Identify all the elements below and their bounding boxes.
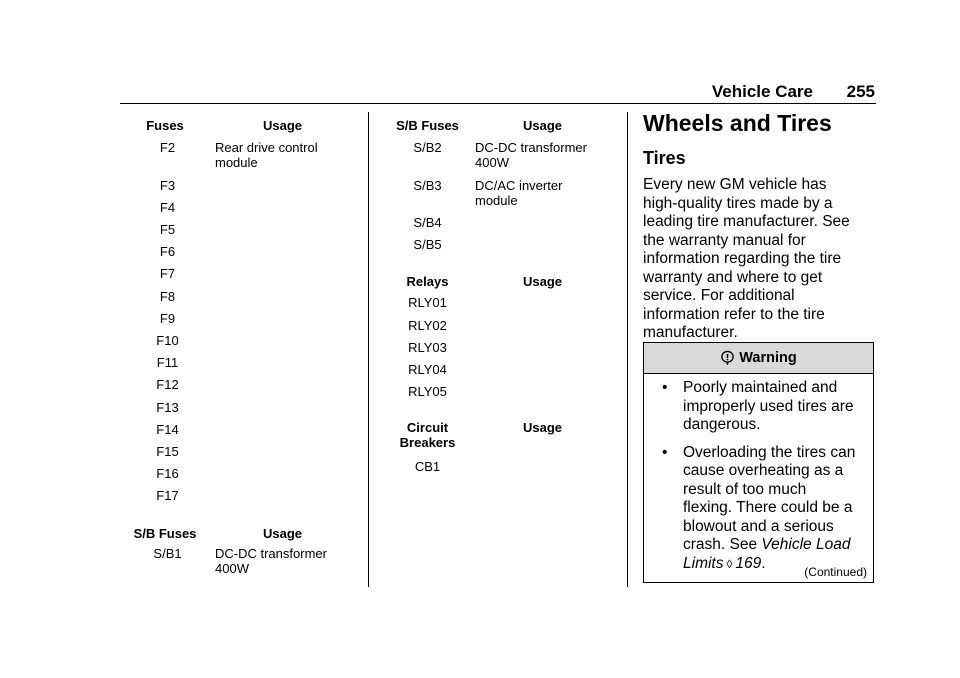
paragraph-line: Every new GM vehicle has xyxy=(643,176,827,193)
circuit-breakers-header xyxy=(380,420,475,450)
warning-box xyxy=(643,342,874,583)
sb-fuses-header: S/B Fuses xyxy=(396,118,459,133)
section-heading: Wheels and Tires xyxy=(643,110,832,136)
relay-id: RLY04 xyxy=(408,362,447,377)
sb-fuses-table-1 xyxy=(120,0,368,678)
fuse-id: F12 xyxy=(156,377,179,392)
paragraph-line: high-quality tires made by a xyxy=(643,194,833,212)
page-ref-arrow-icon: ◊ xyxy=(726,556,733,571)
bullet: • xyxy=(662,443,668,461)
relays-header: Relays xyxy=(406,274,449,289)
fuse-id: F16 xyxy=(156,466,179,481)
relay-id: RLY02 xyxy=(408,318,447,333)
warning-text: crash. See xyxy=(683,536,762,553)
circuit-breakers-table xyxy=(380,0,627,678)
warning-line xyxy=(683,536,865,555)
warning-line: flexing. There could be a xyxy=(683,499,853,516)
column-divider-2 xyxy=(627,112,628,587)
fuse-id: F17 xyxy=(156,488,179,503)
sb-fuse-usage: DC-DC transformer 400W xyxy=(215,546,327,576)
paragraph-line: information refer to the tire xyxy=(643,305,825,323)
paragraph-line: service. For additional xyxy=(643,287,795,304)
sb-fuse-id: S/B4 xyxy=(413,215,442,230)
fuses-header: Fuses xyxy=(146,118,184,133)
warning-line: dangerous. xyxy=(683,416,761,433)
fuse-id: F2 xyxy=(159,140,176,155)
paragraph-line: warranty and where to get xyxy=(643,268,823,286)
fuse-id: F3 xyxy=(159,178,176,193)
sb-fuse-id: S/B1 xyxy=(153,546,182,561)
column-divider-1 xyxy=(368,112,369,587)
fuse-id: F13 xyxy=(156,400,179,415)
paragraph-line: leading tire manufacturer. See xyxy=(643,213,850,230)
sb-fuses-header: S/B Fuses xyxy=(133,526,197,541)
paragraph-line: information regarding the tire xyxy=(643,250,842,267)
warning-line: Overloading the tires can xyxy=(683,443,856,461)
sb-fuse-id: S/B2 xyxy=(413,140,442,155)
cross-reference-link[interactable]: Limits xyxy=(683,554,724,572)
sb-fuse-id: S/B5 xyxy=(413,237,442,252)
paragraph-line: the warranty manual for xyxy=(643,231,806,249)
sb-fuses-usage-header: Usage xyxy=(522,118,563,133)
fuse-id: F5 xyxy=(159,222,176,237)
fuse-id: F15 xyxy=(156,444,179,459)
relay-id: RLY01 xyxy=(408,295,447,310)
warning-title: Warning xyxy=(739,350,797,366)
warning-icon xyxy=(720,343,735,374)
relay-id: RLY05 xyxy=(408,384,447,399)
warning-item-2 xyxy=(644,444,873,574)
warning-line: result of too much xyxy=(683,480,807,498)
circuit-breakers-header-line1: Circuit xyxy=(406,420,449,435)
circuit-breakers-header-line2: Breakers xyxy=(399,435,456,450)
fuse-id: F8 xyxy=(159,289,176,304)
sb-fuse-usage: DC/AC inverter module xyxy=(475,178,563,208)
relays-usage-header: Usage xyxy=(522,274,563,289)
tires-paragraph xyxy=(643,176,868,343)
fuse-id: F9 xyxy=(159,311,176,326)
fuse-id: F10 xyxy=(156,333,179,348)
cross-reference-link[interactable]: Vehicle Load xyxy=(761,536,851,553)
paragraph-line: manufacturer. xyxy=(643,324,738,341)
fuses-usage-header: Usage xyxy=(262,118,303,133)
fuse-id: F14 xyxy=(156,422,179,437)
page-header xyxy=(700,82,875,104)
fuse-id: F11 xyxy=(156,355,179,370)
section-title: Vehicle Care xyxy=(711,82,813,101)
warning-line: cause overheating as a xyxy=(683,462,844,479)
relay-id: RLY03 xyxy=(408,340,447,355)
sb-fuse-usage: DC-DC transformer 400W xyxy=(475,140,587,170)
subsection-heading: Tires xyxy=(643,148,686,168)
fuse-id: F7 xyxy=(159,266,176,281)
warning-list xyxy=(644,379,873,582)
fuse-id: F4 xyxy=(159,200,176,215)
warning-line: improperly used tires are xyxy=(683,397,854,415)
page-reference[interactable]: 169 xyxy=(735,554,762,572)
breaker-id: CB1 xyxy=(414,459,441,474)
warning-item-1 xyxy=(644,379,873,435)
sb-fuse-id: S/B3 xyxy=(413,178,442,193)
fuse-id: F6 xyxy=(159,244,176,259)
bullet: • xyxy=(662,379,668,396)
continued-note: (Continued) xyxy=(804,565,867,579)
fuse-usage: Rear drive control module xyxy=(215,140,318,170)
warning-text: . xyxy=(761,554,766,572)
page-number: 255 xyxy=(846,82,875,101)
warning-header xyxy=(644,343,873,374)
circuit-breakers-usage-header: Usage xyxy=(522,420,563,435)
sb-fuses-usage-header: Usage xyxy=(262,526,303,541)
warning-line: Poorly maintained and xyxy=(683,379,838,396)
warning-line: blowout and a serious xyxy=(683,517,834,535)
